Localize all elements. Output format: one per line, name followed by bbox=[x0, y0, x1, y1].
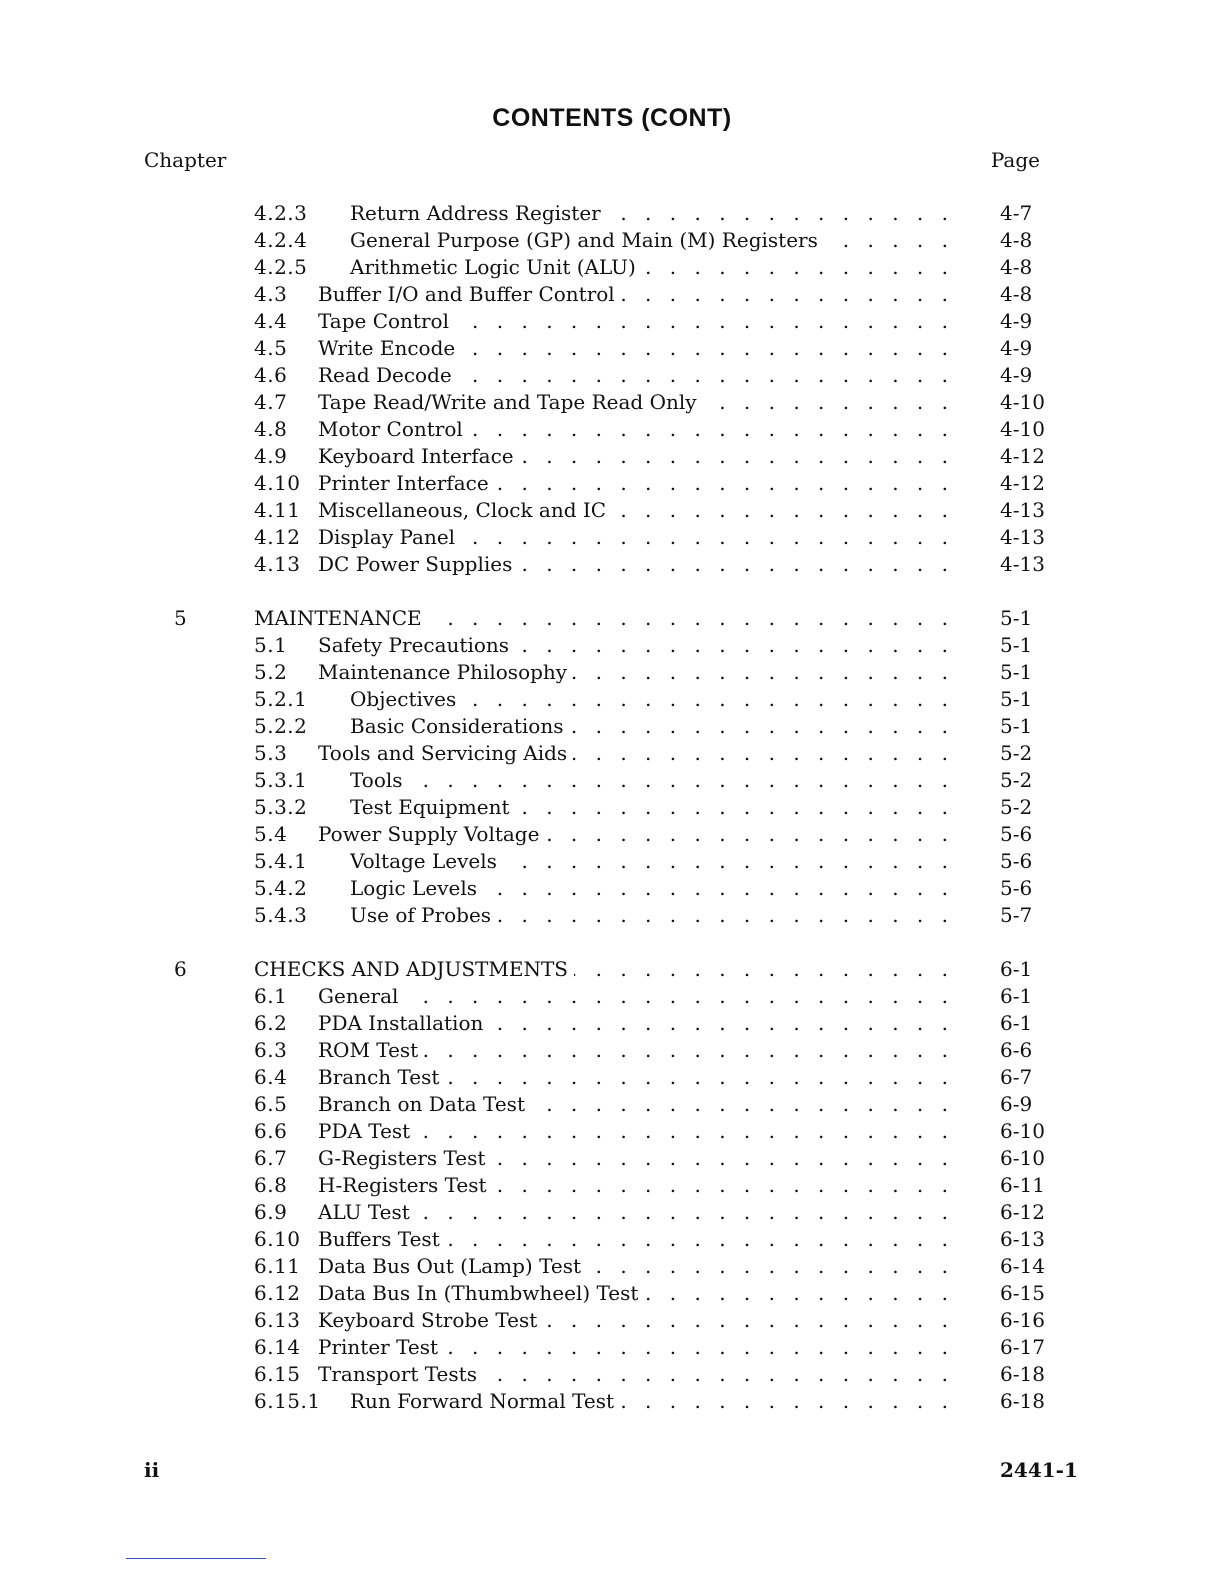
toc-entry[interactable] bbox=[0, 1145, 1224, 1172]
toc-entry[interactable] bbox=[0, 794, 1224, 821]
page-ref: 5-1 bbox=[1000, 660, 1033, 684]
toc-entry[interactable] bbox=[0, 1280, 1224, 1307]
section-number: 4.12 bbox=[254, 525, 301, 549]
dot-leader bbox=[318, 1280, 954, 1307]
section-number: 6.4 bbox=[254, 1065, 288, 1089]
page-ref: 6-16 bbox=[1000, 1308, 1045, 1332]
section-title: Keyboard Interface bbox=[318, 444, 520, 468]
page-ref: 6-6 bbox=[1000, 1038, 1033, 1062]
dot-leader bbox=[318, 1199, 954, 1226]
toc-entry[interactable] bbox=[0, 713, 1224, 740]
section-title: Tools bbox=[350, 768, 409, 792]
page-ref: 5-6 bbox=[1000, 849, 1033, 873]
dot-leader bbox=[318, 821, 954, 848]
dot-leader bbox=[350, 713, 954, 740]
dot-leader bbox=[318, 443, 954, 470]
page-ref: 5-2 bbox=[1000, 768, 1033, 792]
toc-entry[interactable] bbox=[0, 1118, 1224, 1145]
section-title: H-Registers Test bbox=[318, 1173, 493, 1197]
section-title: CHECKS AND ADJUSTMENTS bbox=[254, 957, 574, 981]
page-ref: 4-7 bbox=[1000, 201, 1033, 225]
dot-leader bbox=[318, 1091, 954, 1118]
section-number: 6.13 bbox=[254, 1308, 301, 1332]
dot-leader bbox=[350, 767, 954, 794]
toc-entry[interactable] bbox=[0, 1199, 1224, 1226]
dot-leader bbox=[318, 1145, 954, 1172]
section-title: Data Bus Out (Lamp) Test bbox=[318, 1254, 587, 1278]
toc-entry[interactable] bbox=[0, 1010, 1224, 1037]
section-number: 4.2.3 bbox=[254, 201, 308, 225]
toc-entry[interactable] bbox=[0, 281, 1224, 308]
section-title: PDA Installation bbox=[318, 1011, 489, 1035]
section-number: 5.1 bbox=[254, 633, 288, 657]
toc-entry[interactable] bbox=[0, 875, 1224, 902]
toc-entry[interactable] bbox=[0, 1064, 1224, 1091]
toc-entry[interactable] bbox=[0, 605, 1224, 632]
dot-leader bbox=[318, 470, 954, 497]
dot-leader bbox=[318, 416, 954, 443]
toc-entry[interactable] bbox=[0, 983, 1224, 1010]
dot-leader bbox=[318, 1226, 954, 1253]
dot-leader bbox=[350, 254, 954, 281]
page-ref: 6-12 bbox=[1000, 1200, 1045, 1224]
toc-entry[interactable] bbox=[0, 686, 1224, 713]
page-ref: 5-2 bbox=[1000, 741, 1033, 765]
page-column-header: Page bbox=[990, 148, 1040, 172]
section-number: 6.9 bbox=[254, 1200, 288, 1224]
section-number: 4.2.5 bbox=[254, 255, 308, 279]
toc-entry[interactable] bbox=[0, 1361, 1224, 1388]
page-ref: 5-6 bbox=[1000, 876, 1033, 900]
section-number: 4.6 bbox=[254, 363, 288, 387]
toc-entry[interactable] bbox=[0, 308, 1224, 335]
dot-leader bbox=[318, 1361, 954, 1388]
page-title: CONTENTS (CONT) bbox=[492, 104, 732, 132]
toc-entry[interactable] bbox=[0, 1388, 1224, 1415]
dot-leader bbox=[318, 281, 954, 308]
section-title: General bbox=[318, 984, 404, 1008]
toc-entry[interactable] bbox=[0, 821, 1224, 848]
section-number: 6.10 bbox=[254, 1227, 301, 1251]
toc-entry[interactable] bbox=[0, 767, 1224, 794]
page-ref: 4-8 bbox=[1000, 282, 1033, 306]
page-ref: 4-13 bbox=[1000, 552, 1045, 576]
toc-entry[interactable] bbox=[0, 632, 1224, 659]
chapter-column-header: Chapter bbox=[144, 148, 227, 172]
dot-leader bbox=[350, 902, 954, 929]
dot-leader bbox=[318, 1253, 954, 1280]
section-title: Buffers Test bbox=[318, 1227, 446, 1251]
toc-entry[interactable] bbox=[0, 956, 1224, 983]
section-title: Read Decode bbox=[318, 363, 458, 387]
section-title: Power Supply Voltage bbox=[318, 822, 545, 846]
toc-entry[interactable] bbox=[0, 659, 1224, 686]
page-ref: 4-12 bbox=[1000, 444, 1045, 468]
dot-leader bbox=[350, 794, 954, 821]
dot-leader bbox=[350, 686, 954, 713]
group-spacer bbox=[0, 929, 1224, 956]
dot-leader bbox=[318, 1307, 954, 1334]
section-title: General Purpose (GP) and Main (M) Registers bbox=[350, 228, 824, 252]
section-title: Write Encode bbox=[318, 336, 461, 360]
section-title: Buffer I/O and Buffer Control bbox=[318, 282, 621, 306]
section-title: Data Bus In (Thumbwheel) Test bbox=[318, 1281, 644, 1305]
dot-leader bbox=[318, 1334, 954, 1361]
chapter-number: 5 bbox=[174, 606, 187, 630]
dot-leader bbox=[350, 200, 954, 227]
section-title: DC Power Supplies bbox=[318, 552, 518, 576]
page-ref: 6-9 bbox=[1000, 1092, 1033, 1116]
section-number: 6.8 bbox=[254, 1173, 288, 1197]
dot-leader bbox=[318, 524, 954, 551]
section-number: 5.2 bbox=[254, 660, 288, 684]
section-number: 5.3.1 bbox=[254, 768, 308, 792]
section-title: Tools and Servicing Aids bbox=[318, 741, 573, 765]
dot-leader bbox=[318, 1037, 954, 1064]
dot-leader bbox=[318, 632, 954, 659]
section-number: 6.11 bbox=[254, 1254, 301, 1278]
chapter-number: 6 bbox=[174, 957, 187, 981]
section-number: 6.15.1 bbox=[254, 1389, 321, 1413]
page-ref: 6-7 bbox=[1000, 1065, 1033, 1089]
toc-entry[interactable] bbox=[0, 740, 1224, 767]
toc-entry[interactable] bbox=[0, 1091, 1224, 1118]
section-title: Printer Test bbox=[318, 1335, 444, 1359]
table-of-contents bbox=[0, 200, 1224, 1415]
toc-entry[interactable] bbox=[0, 227, 1224, 254]
section-title: ALU Test bbox=[318, 1200, 416, 1224]
section-number: 6.14 bbox=[254, 1335, 301, 1359]
page-ref: 4-8 bbox=[1000, 228, 1033, 252]
toc-entry[interactable] bbox=[0, 902, 1224, 929]
page-ref: 5-2 bbox=[1000, 795, 1033, 819]
section-number: 4.3 bbox=[254, 282, 288, 306]
section-title: Keyboard Strobe Test bbox=[318, 1308, 543, 1332]
section-number: 4.5 bbox=[254, 336, 288, 360]
page-ref: 4-8 bbox=[1000, 255, 1033, 279]
section-title: PDA Test bbox=[318, 1119, 416, 1143]
dot-leader bbox=[318, 1118, 954, 1145]
toc-entry[interactable] bbox=[0, 551, 1224, 578]
document-number: 2441-1 bbox=[1000, 1458, 1078, 1482]
section-number: 5.2.2 bbox=[254, 714, 308, 738]
section-title: Objectives bbox=[350, 687, 462, 711]
dot-leader bbox=[318, 497, 954, 524]
section-number: 6.15 bbox=[254, 1362, 301, 1386]
dot-leader bbox=[318, 740, 954, 767]
toc-entry[interactable] bbox=[0, 335, 1224, 362]
section-title: Branch Test bbox=[318, 1065, 445, 1089]
dot-leader bbox=[350, 227, 954, 254]
dot-leader bbox=[350, 1388, 954, 1415]
page-ref: 5-6 bbox=[1000, 822, 1033, 846]
section-number: 5.4 bbox=[254, 822, 288, 846]
toc-entry[interactable] bbox=[0, 443, 1224, 470]
section-title: Display Panel bbox=[318, 525, 461, 549]
section-title: Tape Control bbox=[318, 309, 455, 333]
page-ref: 4-13 bbox=[1000, 498, 1045, 522]
section-number: 4.2.4 bbox=[254, 228, 308, 252]
section-number: 5.3 bbox=[254, 741, 288, 765]
section-number: 4.4 bbox=[254, 309, 288, 333]
section-title: Run Forward Normal Test bbox=[350, 1389, 620, 1413]
section-title: Use of Probes bbox=[350, 903, 497, 927]
page-ref: 6-17 bbox=[1000, 1335, 1045, 1359]
section-number: 5.2.1 bbox=[254, 687, 308, 711]
section-title: ROM Test bbox=[318, 1038, 424, 1062]
section-number: 6.3 bbox=[254, 1038, 288, 1062]
section-title: Return Address Register bbox=[350, 201, 607, 225]
section-title: Arithmetic Logic Unit (ALU) bbox=[350, 255, 642, 279]
toc-entry[interactable] bbox=[0, 848, 1224, 875]
dot-leader bbox=[350, 848, 954, 875]
dot-leader bbox=[254, 605, 954, 632]
page-ref: 4-9 bbox=[1000, 363, 1033, 387]
toc-entry[interactable] bbox=[0, 1307, 1224, 1334]
dot-leader bbox=[318, 983, 954, 1010]
dot-leader bbox=[318, 308, 954, 335]
dot-leader bbox=[318, 1172, 954, 1199]
dot-leader bbox=[350, 875, 954, 902]
page-ref: 6-18 bbox=[1000, 1362, 1045, 1386]
toc-entry[interactable] bbox=[0, 389, 1224, 416]
section-number: 5.4.2 bbox=[254, 876, 308, 900]
page-ref: 5-1 bbox=[1000, 606, 1033, 630]
section-number: 4.13 bbox=[254, 552, 301, 576]
dot-leader bbox=[254, 956, 954, 983]
section-title: Transport Tests bbox=[318, 1362, 483, 1386]
section-title: Maintenance Philosophy bbox=[318, 660, 573, 684]
footer-rule bbox=[126, 1558, 266, 1559]
dot-leader bbox=[318, 551, 954, 578]
toc-entry[interactable] bbox=[0, 1334, 1224, 1361]
page-ref: 4-13 bbox=[1000, 525, 1045, 549]
page-ref: 4-10 bbox=[1000, 417, 1045, 441]
toc-entry[interactable] bbox=[0, 524, 1224, 551]
section-number: 4.9 bbox=[254, 444, 288, 468]
page-ref: 6-10 bbox=[1000, 1119, 1045, 1143]
section-title: G-Registers Test bbox=[318, 1146, 491, 1170]
page-ref: 4-12 bbox=[1000, 471, 1045, 495]
toc-entry[interactable] bbox=[0, 470, 1224, 497]
page-ref: 6-10 bbox=[1000, 1146, 1045, 1170]
page-ref: 6-15 bbox=[1000, 1281, 1045, 1305]
dot-leader bbox=[318, 1064, 954, 1091]
section-number: 5.4.1 bbox=[254, 849, 308, 873]
section-title: Tape Read/Write and Tape Read Only bbox=[318, 390, 703, 414]
section-title: Test Equipment bbox=[350, 795, 515, 819]
section-title: Branch on Data Test bbox=[318, 1092, 531, 1116]
toc-entry[interactable] bbox=[0, 200, 1224, 227]
toc-entry[interactable] bbox=[0, 1037, 1224, 1064]
page-ref: 5-7 bbox=[1000, 903, 1033, 927]
section-number: 5.3.2 bbox=[254, 795, 308, 819]
page-ref: 4-9 bbox=[1000, 336, 1033, 360]
section-title: Motor Control bbox=[318, 417, 469, 441]
section-title: Miscellaneous, Clock and IC bbox=[318, 498, 612, 522]
page-ref: 4-9 bbox=[1000, 309, 1033, 333]
page-ref: 6-13 bbox=[1000, 1227, 1045, 1251]
section-title: Safety Precautions bbox=[318, 633, 515, 657]
section-number: 4.10 bbox=[254, 471, 301, 495]
toc-entry[interactable] bbox=[0, 497, 1224, 524]
page-number: ii bbox=[144, 1458, 160, 1482]
page-ref: 6-18 bbox=[1000, 1389, 1045, 1413]
page-ref: 6-1 bbox=[1000, 957, 1033, 981]
toc-entry[interactable] bbox=[0, 362, 1224, 389]
page-ref: 6-11 bbox=[1000, 1173, 1045, 1197]
dot-leader bbox=[318, 362, 954, 389]
page-ref: 5-1 bbox=[1000, 714, 1033, 738]
dot-leader bbox=[318, 335, 954, 362]
page-ref: 5-1 bbox=[1000, 687, 1033, 711]
section-number: 4.7 bbox=[254, 390, 288, 414]
section-title: Printer Interface bbox=[318, 471, 495, 495]
toc-entry[interactable] bbox=[0, 416, 1224, 443]
toc-entry[interactable] bbox=[0, 254, 1224, 281]
page-ref: 6-14 bbox=[1000, 1254, 1045, 1278]
section-title: Basic Considerations bbox=[350, 714, 569, 738]
section-number: 6.12 bbox=[254, 1281, 301, 1305]
page-ref: 6-1 bbox=[1000, 1011, 1033, 1035]
page-ref: 4-10 bbox=[1000, 390, 1045, 414]
section-number: 6.1 bbox=[254, 984, 288, 1008]
page-ref: 6-1 bbox=[1000, 984, 1033, 1008]
toc-entry[interactable] bbox=[0, 1226, 1224, 1253]
page-ref: 5-1 bbox=[1000, 633, 1033, 657]
section-number: 6.7 bbox=[254, 1146, 288, 1170]
dot-leader bbox=[318, 1010, 954, 1037]
toc-entry[interactable] bbox=[0, 1253, 1224, 1280]
section-title: MAINTENANCE bbox=[254, 606, 428, 630]
dot-leader bbox=[318, 389, 954, 416]
section-number: 4.8 bbox=[254, 417, 288, 441]
toc-entry[interactable] bbox=[0, 1172, 1224, 1199]
dot-leader bbox=[318, 659, 954, 686]
section-number: 5.4.3 bbox=[254, 903, 308, 927]
section-title: Logic Levels bbox=[350, 876, 483, 900]
group-spacer bbox=[0, 578, 1224, 605]
section-number: 6.2 bbox=[254, 1011, 288, 1035]
section-title: Voltage Levels bbox=[350, 849, 503, 873]
section-number: 4.11 bbox=[254, 498, 301, 522]
section-number: 6.6 bbox=[254, 1119, 288, 1143]
section-number: 6.5 bbox=[254, 1092, 288, 1116]
